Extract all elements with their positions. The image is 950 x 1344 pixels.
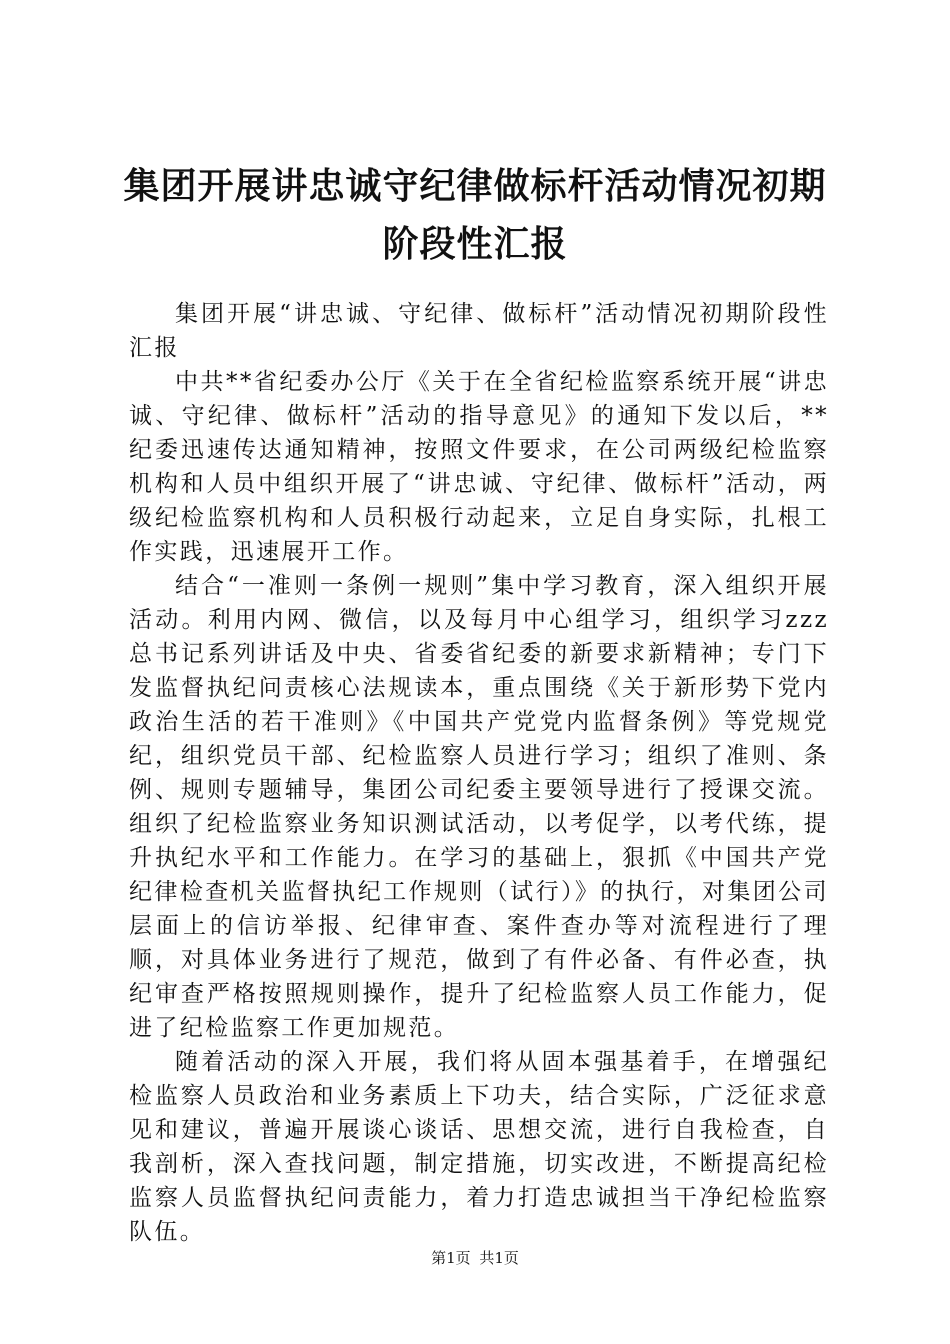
page-total: 共1页 xyxy=(479,1249,519,1267)
document-title: 集团开展讲忠诚守纪律做标杆活动情况初期阶段性汇报 xyxy=(123,166,827,265)
paragraph-subtitle: 集团开展“讲忠诚、守纪律、做标杆”活动情况初期阶段性汇报 xyxy=(129,301,829,361)
page-footer xyxy=(0,1248,950,1268)
paragraph-next-steps: 随着活动的深入开展，我们将从固本强基着手，在增强纪检监察人员政治和业务素质上下功夫，结合实际，广泛征求意见和建议，普遍开展谈心谈话、思想交流，进行自我检查，自我剖析，深入查找问题，制定措施，切实改进，不断提高纪检监察人员监督执纪问责能力，着力打造忠诚担当干净纪检监察队伍。 xyxy=(129,1049,829,1245)
paragraph-study-activities: 结合“一准则一条例一规则”集中学习教育，深入组织开展活动。利用内网、微信，以及每月中心组学习，组织学习zzz总书记系列讲话及中央、省委省纪委的新要求新精神；专门下发监督执纪问责核心法规读本，重点围绕《关于新形势下党内政治生活的若干准则》《中国共产党党内监督条例》等党规党纪，组织党员干部、纪检监察人员进行学习；组织了准则、条例、规则专题辅导，集团公司纪委主要领导进行了授课交流。组织了纪检监察业务知识测试活动，以考促学，以考代练，提升执纪水平和工作能力。在学习的基础上，狠抓《中国共产党纪律检查机关监督执纪工作规则（试行）》的执行，对集团公司层面上的信访举报、纪律审查、案件查办等对流程进行了理顺，对具体业务进行了规范，做到了有件必备、有件必查，执纪审查严格按照规则操作，提升了纪检监察人员工作能力，促进了纪检监察工作更加规范。 xyxy=(129,573,829,1041)
paragraph-background: 中共**省纪委办公厅《关于在全省纪检监察系统开展“讲忠诚、守纪律、做标杆”活动的指导意见》的通知下发以后，**纪委迅速传达通知精神，按照文件要求，在公司两级纪检监察机构和人员中组织开展了“讲忠诚、守纪律、做标杆”活动，两级纪检监察机构和人员积极行动起来，立足自身实际，扎根工作实践，迅速展开工作。 xyxy=(129,369,829,565)
document-body xyxy=(129,297,829,1249)
page-number: 第1页 xyxy=(431,1249,471,1267)
